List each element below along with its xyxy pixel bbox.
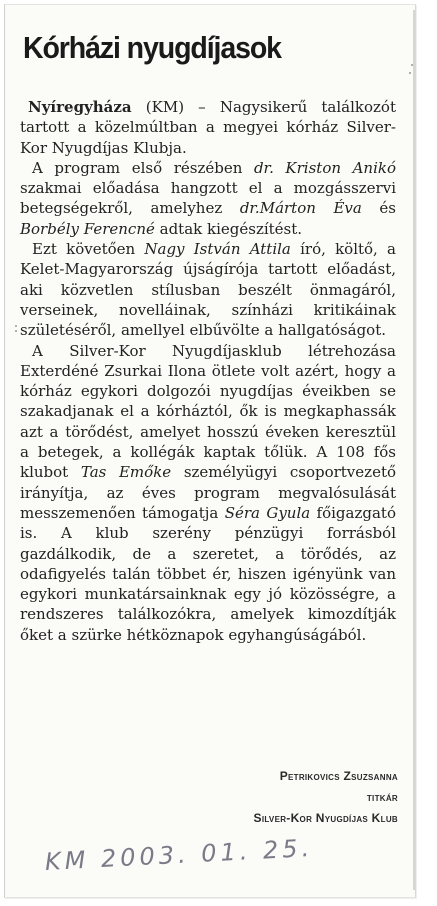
person-name: Nagy István Attila — [144, 240, 291, 259]
person-name: dr.Márton Éva — [239, 199, 362, 218]
person-name: Tas Emőke — [80, 463, 172, 482]
paragraph-2-text-b: szakmai előadása hangzott el a mozgásszervi betegségekről, amelyhez — [20, 179, 396, 218]
scan-speck — [411, 64, 413, 66]
paper-crease — [413, 10, 415, 890]
handwritten-date-note: KM 2003. 01. 25. — [44, 833, 314, 876]
signature-club: Silver-Kor Nyugdíjas Klub — [253, 811, 398, 825]
paragraph-4 — [20, 341, 396, 645]
scan-speck — [15, 325, 17, 327]
signature-role: titkár — [366, 790, 398, 804]
dateline-place: Nyíregyháza — [28, 98, 132, 116]
paragraph-3 — [20, 239, 396, 340]
signature-name: Petrikovics Zsuzsanna — [279, 769, 398, 783]
person-name: dr. Kriston Anikó — [253, 158, 396, 177]
person-name: Séra Gyula — [224, 503, 311, 522]
paragraph-1 — [20, 97, 396, 158]
paragraph-2-text-d: adtak kiegészítést. — [154, 219, 303, 238]
article-headline: Kórházi nyugdíjasok — [23, 30, 281, 65]
paragraph-3-text-b: író, költő, a Kelet-Magyarország újságírója tartott előadást, aki közvetlen stílusban beszélt önmagáról, verseinek, novelláinak, színházi kritikáinak születéséről, amellyel elbűvölte a hallgatóságot. — [20, 240, 396, 340]
person-name: Borbély Ferencné — [20, 219, 155, 238]
paragraph-2 — [20, 158, 396, 239]
signature-block — [150, 766, 398, 829]
paragraph-2-text-c: és — [361, 199, 396, 218]
paragraph-3-text-a: Ezt követően — [32, 240, 145, 259]
paragraph-2-text-a: A program első részében — [32, 158, 254, 177]
scan-speck — [409, 72, 411, 74]
scan-speck — [15, 330, 17, 332]
paragraph-4-text-a: A Silver-Kor Nyugdíjasklub létrehozása Exterdéné Zsurkai Ilona ötlete volt azért, hogy a kórház egykori dolgozói nyugdíjas éveikben se szakadjanak el a kórháztól, ők is megkaphassák azt a törődést, amelyet hosszú éveken keresztül a betegek, a kollégák kaptak tőlük. A 108 fős klubot — [20, 341, 396, 482]
paragraph-1-text: (KM) – Nagysikerű találkozót tartott a közelmúltban a megyei kórház Silver-Kor Nyugdíjas Klubja. — [20, 98, 396, 157]
paragraph-4-text-c: főigazgató is. A klub szerény pénzügyi forrásból gazdálkodik, de a szeretet, a törődés, az odafigyelés talán többet ér, hiszen igényünk van egykori munkatársainknak egy jó közösségre, a rendszeres találkozókra, amelyek kimozdítják őket a szürke hétköznapok egyhangúságából. — [20, 503, 396, 644]
article-body — [20, 97, 396, 645]
paragraph-4-text-b: személyügyi csoportvezető irányítja, az éves program megvalósulását messzemenően támogatja — [20, 463, 396, 522]
